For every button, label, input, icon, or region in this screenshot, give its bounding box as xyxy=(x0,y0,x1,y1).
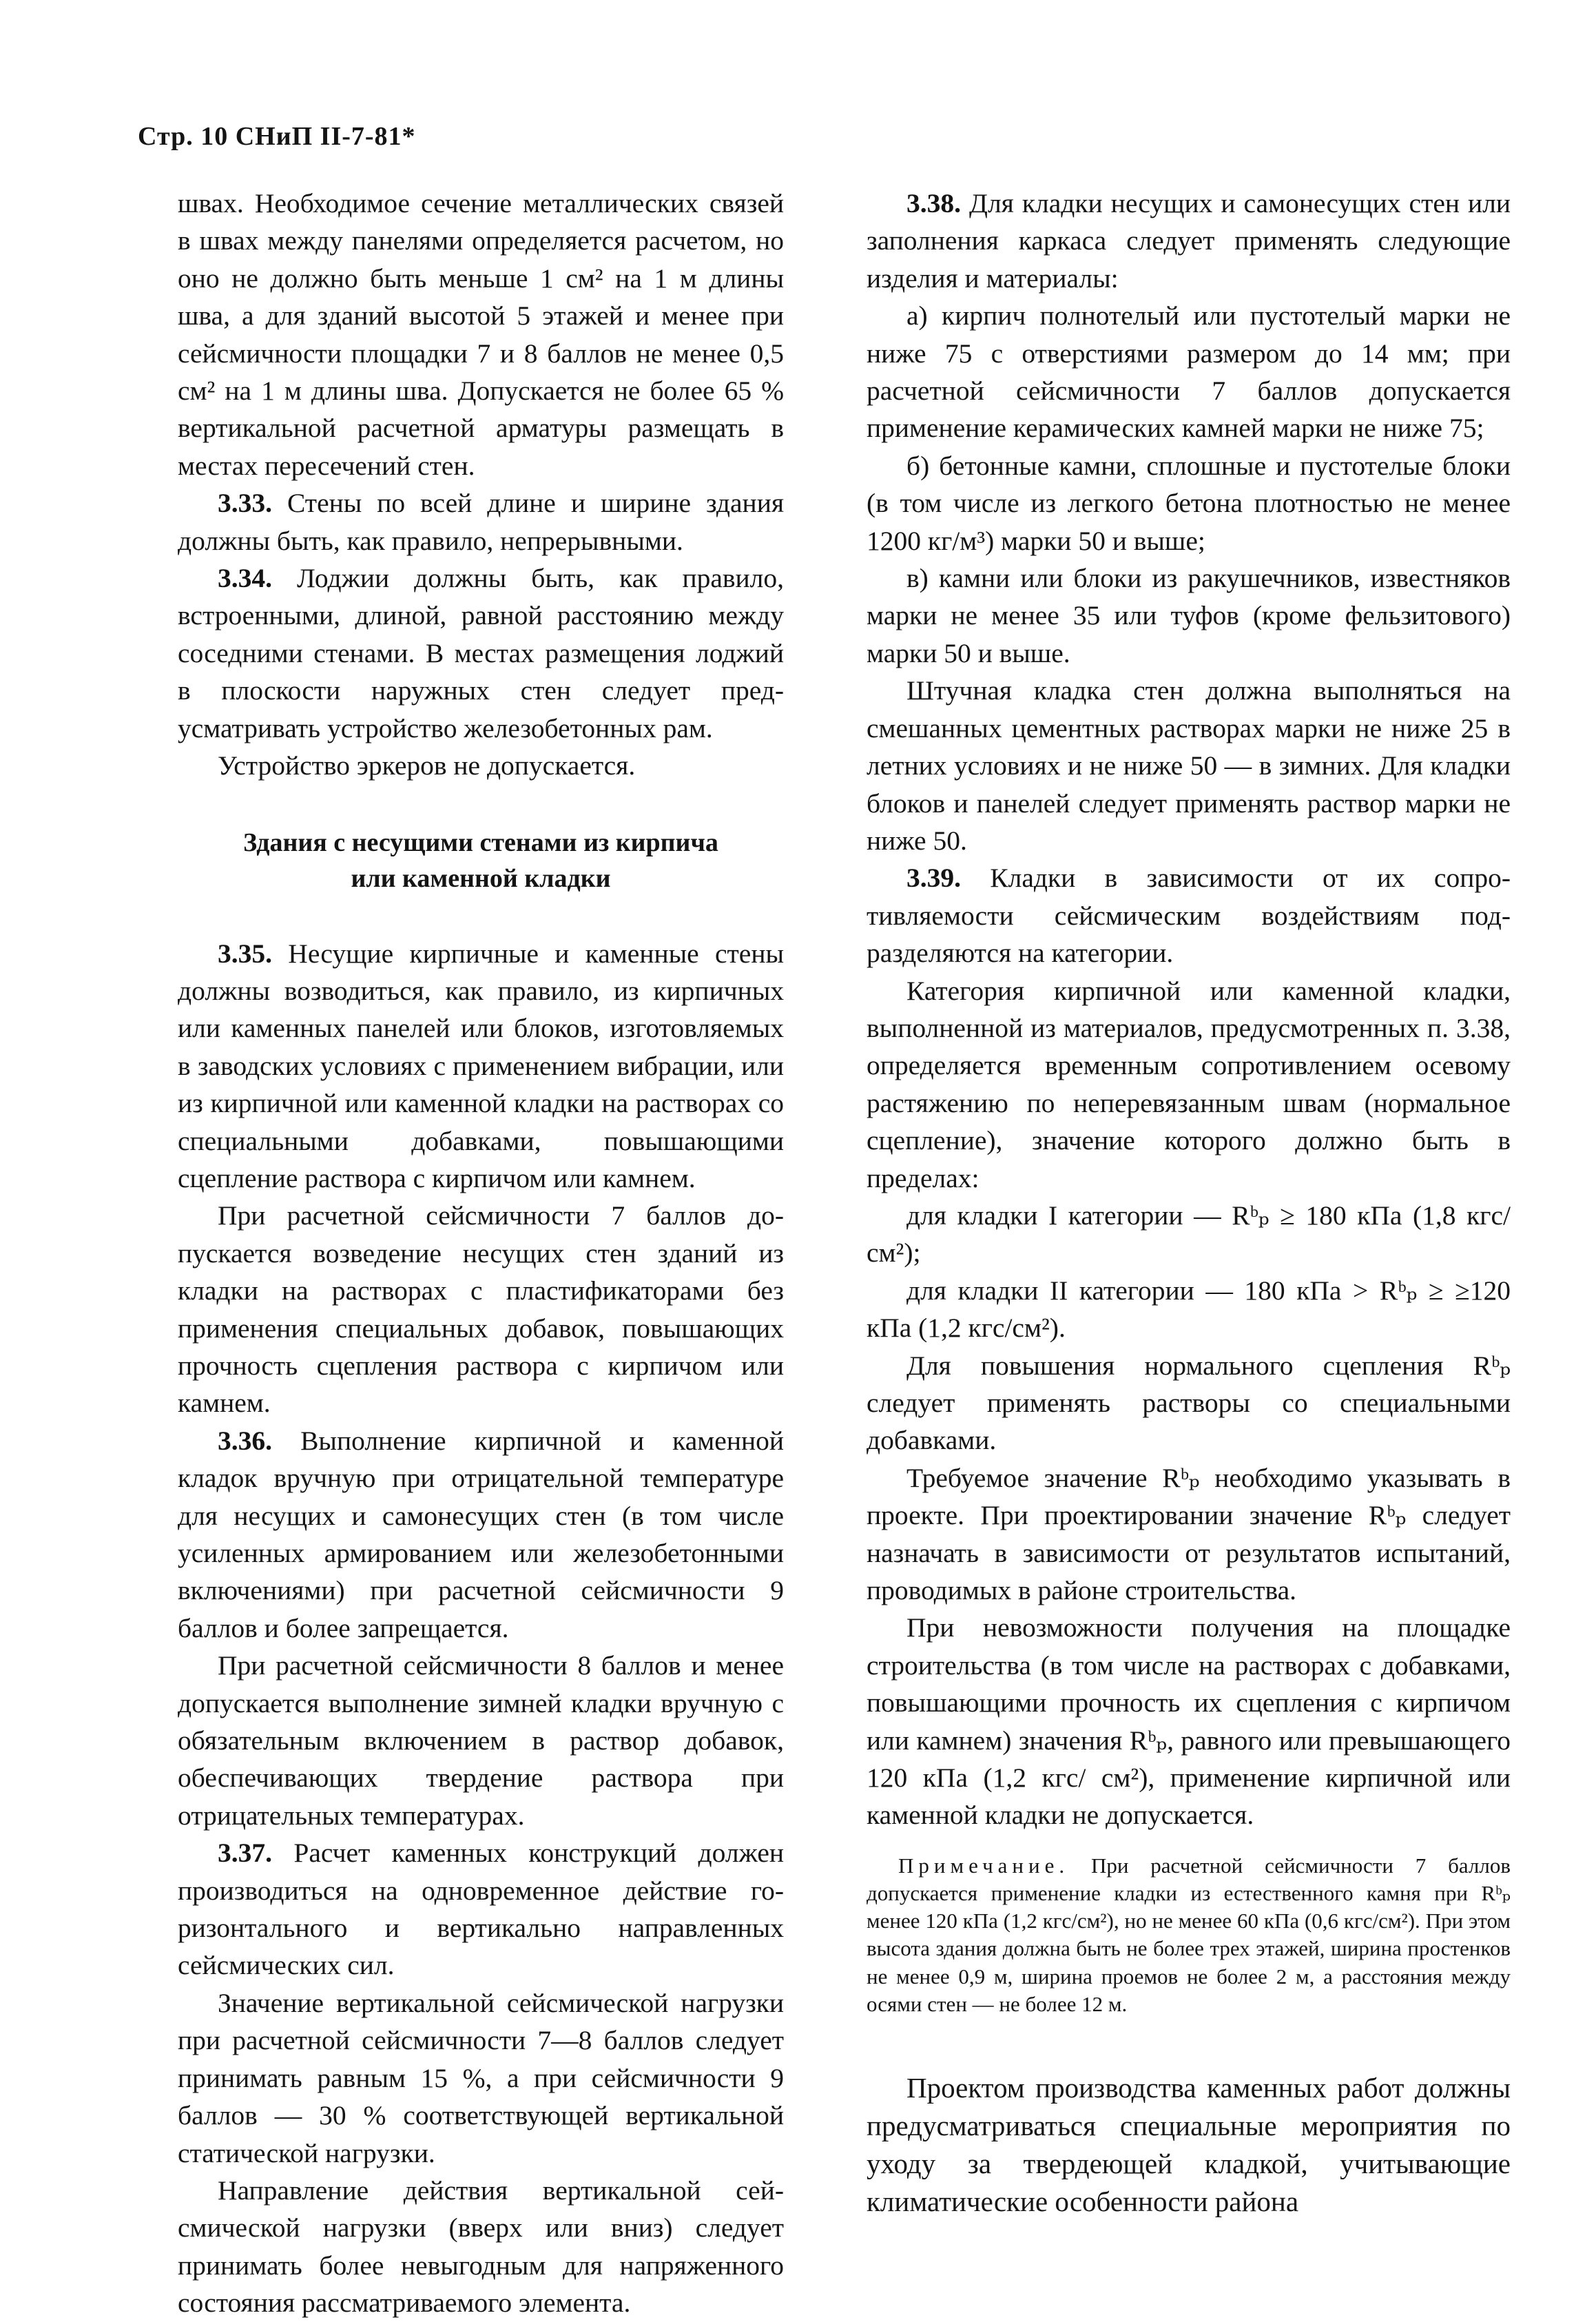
section-3-38 xyxy=(867,185,1511,297)
section-text: Лоджии должны быть, как правило, встроенными, длиной, равной расстоянию между соседними стенами. В местах размещения лоджий в плоскости наружных стен следует предусматривать устройство железобетонных рам. xyxy=(178,563,784,743)
left-column xyxy=(178,185,784,2322)
note-label: Примечание. xyxy=(898,1853,1070,1878)
paragraph-seams: швах. Необходимое сечение металлических связей в швах между панелями определяется расчетом, но оно не должно быть меньше 1 см² на 1 м длины шва, а для зданий высотой 5 этажей и менее при сейсмичности площадки 7 и 8 баллов не менее 0,5 см² на 1 м длины шва. Допускается не более 65 % вертикальной расчетной арматуры размещать в местах пересечений стен. xyxy=(178,188,784,481)
section-text: Выполнение кирпичной и каменной кладок вручную при отрицательной температуре для несущих и самонесущих стен (в том числе усиленных армированием или железобетонными включениями) при расчетной сейсмичности 9 баллов и более запрещается. xyxy=(178,1425,784,1643)
note-text: При расчетной сейсмичности 7 баллов допускается применение кладки из естественного камня при Rᵇₚ менее 120 кПа (1,2 кгс/см²), но не менее 60 кПа (0,6 кгс/см²). При этом высота здания должна быть не более трех этажей, ширина простенков не менее 0,9 м, ширина проемов не более 2 м, а расстояния между осями стен — не более 12 м. xyxy=(867,1853,1511,2016)
section-number: 3.38. xyxy=(906,188,961,218)
section-3-37 xyxy=(178,1834,784,1984)
note xyxy=(867,1852,1511,2018)
subsection-heading-line2: или каменной кладки xyxy=(351,863,611,893)
paragraph-erker: Устройство эркеров не допускается. xyxy=(218,750,636,781)
category-1: для кладки I категории — Rᵇₚ ≥ 180 кПа (1,8 кгс/см²); xyxy=(867,1200,1511,1268)
paragraph-3-35-plasticizers: При расчетной сейсмичности 7 баллов допускается возведение несущих стен зданий из кладки на растворах с пластификаторами без применения специальных добавок, повышающих прочность сцепления раствора с кирпичом или камнем. xyxy=(178,1200,784,1419)
paragraph-final: Проектом производства каменных работ должны предусматриваться специальные мероприятия по уходу за твердеющей кладкой, учитывающие климатические особенности района xyxy=(867,2072,1511,2218)
paragraph-impossible: При невозможности получения на площадке строительства (в том числе на растворах с добавками, повышающими прочность их сцепления с кирпичом или камнем) значения Rᵇₚ, равного или превышающего 120 кПа (1,2 кгс/ см²), применение кирпичной или каменной кладки не допускается. xyxy=(867,1612,1511,1831)
section-text: Расчет каменных конструкций должен производиться на одновременное действие горизонтального и вертикально направленных сейсмических сил. xyxy=(178,1838,784,1981)
section-text: Кладки в зависимости от их сопротивляемости сейсмическим воздействиям подразделяются на категории. xyxy=(867,863,1511,969)
list-item-a: а) кирпич полнотелый или пустотелый марки не ниже 75 с отверстиями размером до 14 мм; при расчетной сейсмичности 7 баллов допускается применение керамических камней марки не ниже 75; xyxy=(867,300,1511,444)
section-number: 3.35. xyxy=(218,938,272,969)
paragraph-required-value: Требуемое значение Rᵇₚ необходимо указывать в проекте. При проектировании значение Rᵇₚ следует назначать в зависимости от результатов испытаний, проводимых в районе строительства. xyxy=(867,1462,1511,1606)
section-text: Несущие кирпичные и каменные стены должны возводиться, как правило, из кирпичных или каменных панелей или блоков, изготовляемых в заводских условиях с применением вибрации, или из кирпичной или каменной кладки на растворах со специальными добавками, повышающими сцепление раствора с кирпичом или камнем. xyxy=(178,938,784,1193)
paragraph-category: Категория кирпичной или каменной кладки, выполненной из материалов, предусмотренных п. 3.38, определяется временным сопротивлением осевому растяжению по неперевязанным швам (нормальное сцепление), значение которого должно быть в пределах: xyxy=(867,975,1511,1193)
list-item-b: б) бетонные камни, сплошные и пустотелые блоки (в том числе из легкого бетона плотностью не менее 1200 кг/м³) марки 50 и выше; xyxy=(867,450,1511,556)
paragraph-3-37-direction: Направление действия вертикальной сейсмической нагрузки (вверх или вниз) следует принимать более невыгодным для напряженного состояния рассматриваемого элемента. xyxy=(178,2175,784,2319)
paragraph-3-36-winter: При расчетной сейсмичности 8 баллов и менее допускается выполнение зимней кладки вручную с обязательным включением в раствор добавок, обеспечивающих твердение раствора при отрицательных температурах. xyxy=(178,1650,784,1831)
section-number: 3.36. xyxy=(218,1425,272,1456)
paragraph-increase-adhesion: Для повышения нормального сцепления Rᵇₚ следует применять растворы со специальными добавками. xyxy=(867,1350,1511,1456)
section-number: 3.34. xyxy=(218,563,272,594)
list-item-v: в) камни или блоки из ракушечников, известняков марки не менее 35 или туфов (кроме фельзитового) марки 50 и выше. xyxy=(867,563,1511,668)
section-3-34 xyxy=(178,559,784,747)
section-3-39 xyxy=(867,859,1511,972)
section-number: 3.39. xyxy=(906,863,961,894)
subsection-heading xyxy=(178,825,784,896)
subsection-heading-line1: Здания с несущими стенами из кирпича xyxy=(243,828,718,857)
section-number: 3.37. xyxy=(218,1838,272,1869)
right-column xyxy=(867,185,1511,2221)
paragraph-3-37-vertical-load: Значение вертикальной сейсмической нагрузки при расчетной сейсмичности 7—8 баллов следует принимать равным 15 %, а при сейсмичности 9 баллов — 30 % соответствующей вертикальной статической нагрузки. xyxy=(178,1987,784,2168)
section-3-33 xyxy=(178,484,784,559)
section-3-35 xyxy=(178,935,784,1198)
running-head: Стр. 10 СНиП II-7-81* xyxy=(138,122,416,151)
section-text: Стены по всей длине и ширине здания должны быть, как правило, непрерывными. xyxy=(178,488,784,556)
section-3-36 xyxy=(178,1422,784,1647)
category-2: для кладки II категории — 180 кПа > Rᵇₚ ≥ ≥120 кПа (1,2 кгс/см²). xyxy=(867,1275,1511,1344)
section-number: 3.33. xyxy=(218,488,272,519)
section-text: Для кладки несущих и самонесущих стен или заполнения каркаса следует применять следующие изделия и материалы: xyxy=(867,188,1511,294)
paragraph-masonry-mortar: Штучная кладка стен должна выполняться на смешанных цементных растворах марки не ниже 25 в летних условиях и не ниже 50 — в зимних. Для кладки блоков и панелей следует применять раствор марки не ниже 50. xyxy=(867,675,1511,856)
